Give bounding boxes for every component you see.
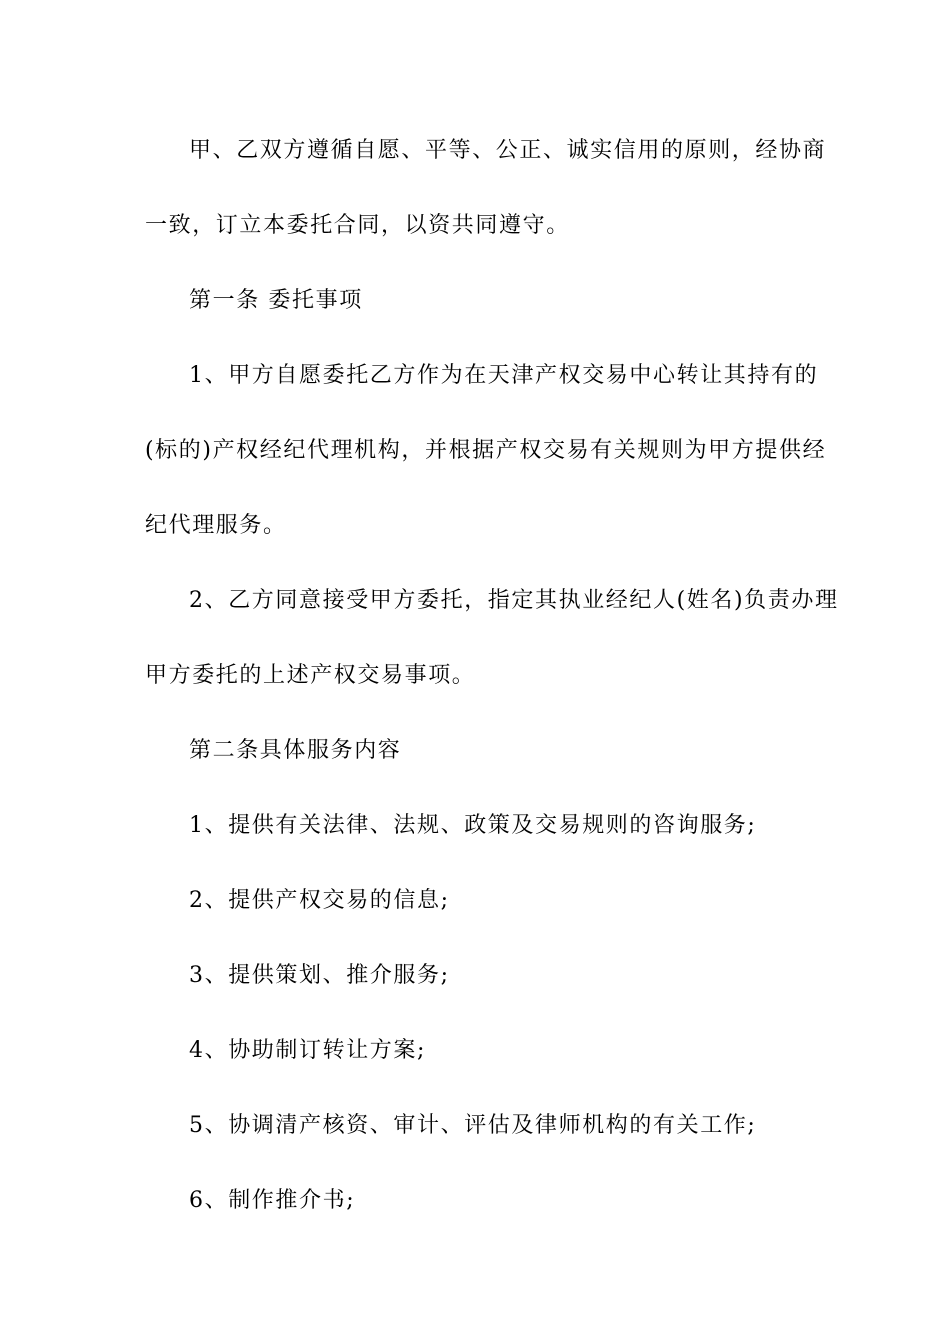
article-2-item-5: 5、协调清产核资、审计、评估及律师机构的有关工作; (189, 1113, 757, 1138)
article-2-item-1: 1、提供有关法律、法规、政策及交易规则的咨询服务; (189, 813, 757, 838)
article-1-item-1-line-1: 1、甲方自愿委托乙方作为在天津产权交易中心转让其持有的 (189, 363, 819, 388)
paragraph-intro-line-2: 一致，订立本委托合同，以资共同遵守。 (145, 213, 570, 238)
article-2-item-3: 3、提供策划、推介服务; (189, 963, 450, 988)
article-1-item-1-line-2: (标的)产权经纪代理机构，并根据产权交易有关规则为甲方提供经 (145, 438, 827, 463)
article-1-item-2-line-2: 甲方委托的上述产权交易事项。 (145, 663, 476, 688)
article-2-item-4: 4、协助制订转让方案; (189, 1038, 427, 1063)
article-2-item-2: 2、提供产权交易的信息; (189, 888, 450, 913)
article-2-heading: 第二条具体服务内容 (189, 738, 402, 763)
article-1-heading: 第一条 委托事项 (189, 288, 363, 313)
article-1-item-1-line-3: 纪代理服务。 (145, 513, 287, 538)
article-2-item-6: 6、制作推介书; (189, 1188, 356, 1213)
article-1-item-2-line-1: 2、乙方同意接受甲方委托，指定其执业经纪人(姓名)负责办理 (189, 588, 839, 613)
paragraph-intro-line-1: 甲、乙双方遵循自愿、平等、公正、诚实信用的原则，经协商 (189, 138, 827, 163)
